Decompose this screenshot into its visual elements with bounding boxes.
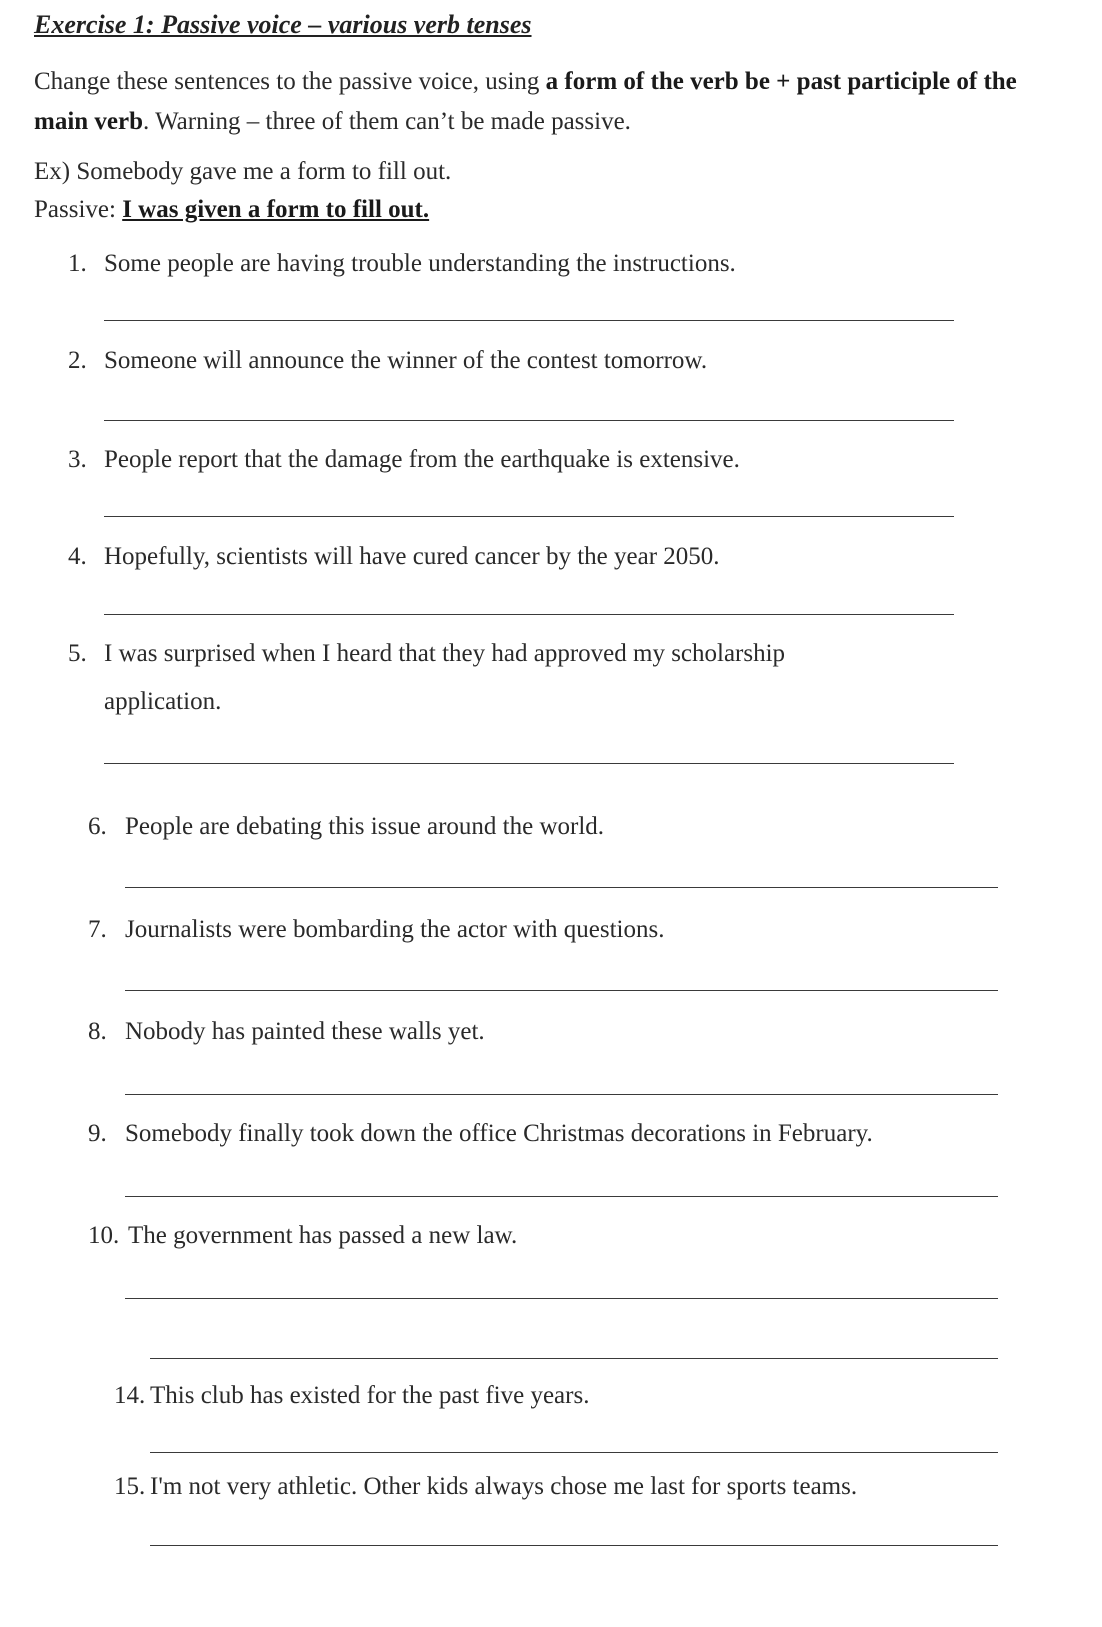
question-number: 6. [88, 813, 107, 840]
answer-line-1[interactable] [104, 320, 954, 321]
question-5 [68, 640, 785, 668]
question-text: Some people are having trouble understanding the instructions. [104, 250, 736, 277]
question-text: Journalists were bombarding the actor with questions. [125, 916, 665, 943]
question-text: People report that the damage from the earthquake is extensive. [104, 446, 740, 473]
question-text: Nobody has painted these walls yet. [125, 1018, 485, 1045]
question-number: 7. [88, 916, 107, 943]
question-text: This club has existed for the past five years. [150, 1382, 590, 1409]
answer-line-3[interactable] [104, 516, 954, 517]
question-number: 5. [68, 640, 87, 667]
question-9 [88, 1120, 873, 1148]
instructions-bold: a form of the verb be + past participle of the main verb [34, 68, 1017, 135]
answer-line-9[interactable] [125, 1196, 998, 1197]
question-text: Somebody finally took down the office Christmas decorations in February. [125, 1120, 873, 1147]
instructions-text-2: . Warning – three of them can’t be made passive. [143, 108, 631, 135]
example-prompt: Ex) Somebody gave me a form to fill out. [34, 158, 452, 185]
question-number: 15. [114, 1473, 146, 1500]
question-4 [68, 543, 720, 571]
instructions [34, 62, 1054, 142]
question-text: I was surprised when I heard that they had approved my scholarship [104, 640, 786, 667]
passive-answer: I was given a form to fill out. [122, 196, 430, 223]
answer-line-8[interactable] [125, 1094, 998, 1095]
instructions-text-1: Change these sentences to the passive voice, using [34, 68, 546, 95]
answer-line-15[interactable] [150, 1545, 998, 1546]
answer-line-7[interactable] [125, 990, 998, 991]
question-number: 1. [68, 250, 87, 277]
question-number: 4. [68, 543, 87, 570]
question-text: People are debating this issue around the world. [125, 813, 605, 840]
question-15 [114, 1473, 857, 1501]
question-3 [68, 446, 740, 474]
question-6 [88, 813, 604, 841]
answer-line-5[interactable] [104, 763, 954, 764]
answer-line-2[interactable] [104, 420, 954, 421]
answer-line-14[interactable] [150, 1452, 998, 1453]
answer-line-6[interactable] [125, 887, 998, 888]
question-number: 14. [114, 1382, 146, 1409]
example-passive [34, 196, 429, 224]
question-text: The government has passed a new law. [128, 1222, 518, 1249]
exercise-title: Exercise 1: Passive voice – various verb tenses [34, 10, 532, 39]
question-14 [114, 1382, 589, 1410]
answer-line-10b[interactable] [150, 1358, 998, 1359]
question-number: 8. [88, 1018, 107, 1045]
question-text: Hopefully, scientists will have cured cancer by the year 2050. [104, 543, 720, 570]
question-5-continued: application. [104, 688, 222, 715]
question-2 [68, 347, 707, 375]
question-number: 2. [68, 347, 87, 374]
answer-line-10a[interactable] [125, 1298, 998, 1299]
question-number: 3. [68, 446, 87, 473]
question-number: 9. [88, 1120, 107, 1147]
passive-label: Passive: [34, 196, 123, 223]
question-1 [68, 250, 736, 278]
question-text: I'm not very athletic. Other kids always chose me last for sports teams. [150, 1473, 858, 1500]
question-7 [88, 916, 664, 944]
question-8 [88, 1018, 485, 1046]
question-number: 10. [88, 1222, 120, 1249]
answer-line-4[interactable] [104, 614, 954, 615]
question-10 [88, 1222, 517, 1250]
question-text: Someone will announce the winner of the contest tomorrow. [104, 347, 708, 374]
